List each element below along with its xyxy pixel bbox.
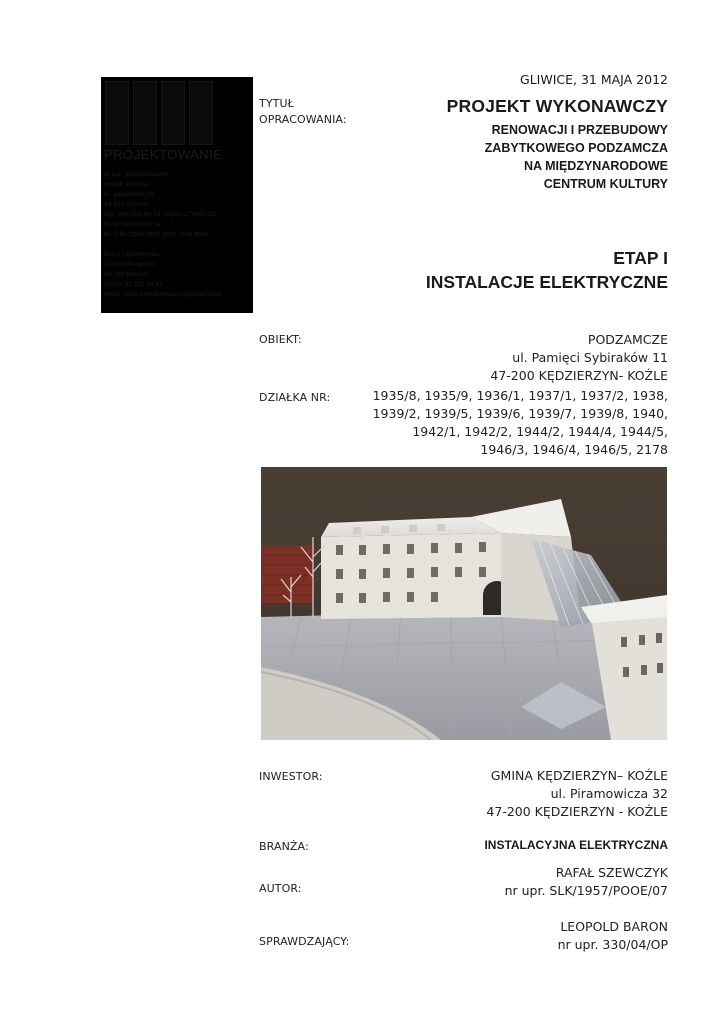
- author-info: [505, 864, 668, 900]
- investor-label: INWESTOR:: [259, 770, 323, 783]
- stage-name: INSTALACJE ELEKTRYCZNE: [425, 272, 668, 292]
- object-line: PODZAMCZE: [587, 332, 668, 347]
- logo-name: PROJEKTOWANIE: [104, 147, 223, 162]
- branch-label: BRANŻA:: [259, 840, 309, 853]
- object-line: ul. Pamięci Sybiraków 11: [512, 350, 668, 365]
- subtitle-line: CENTRUM KULTURY: [543, 177, 668, 191]
- object-label: OBIEKT:: [259, 333, 302, 346]
- stage-number: ETAP I: [613, 248, 668, 268]
- plot-line: 1942/1, 1942/2, 1944/2, 1944/4, 1944/5,: [412, 424, 668, 439]
- subtitle-line: ZABYTKOWEGO PODZAMCZA: [484, 141, 668, 155]
- logo-line: tel/fax 32 332 19 07: [104, 281, 163, 288]
- logo-line: email: msp.projektowanie@gmail.com: [104, 291, 222, 298]
- logo-line: 44-100 gliwice: [104, 271, 148, 278]
- plot-numbers: [373, 387, 668, 459]
- plot-line: 1939/2, 1939/5, 1939/6, 1939/7, 1939/8, 1940,: [372, 406, 668, 421]
- branch-value: INSTALACYJNA ELEKTRYCZNA: [484, 838, 668, 852]
- logo-line: ul. paulińska 3/6: [104, 191, 155, 198]
- author-label: AUTOR:: [259, 882, 302, 895]
- investor-address: [486, 767, 668, 821]
- title-label-line-2: OPRACOWANIA:: [259, 113, 347, 126]
- checker-label: SPRAWDZAJĄCY:: [259, 935, 350, 948]
- logo-line: marek pertyka: [104, 181, 149, 188]
- subtitle-line: RENOWACJI I PRZEBUDOWY: [491, 123, 668, 137]
- logo-line: 44-100 gliwice: [104, 201, 148, 208]
- document-title: PROJEKT WYKONAWCZY: [446, 96, 668, 116]
- logo-mark: [105, 81, 213, 143]
- investor-line: 47-200 KĘDZIERZYN - KOŹLE: [486, 804, 668, 819]
- logo-line: ul. klińskiego 9/3: [104, 261, 157, 268]
- logo-line: bank millenium sa:: [104, 221, 163, 228]
- plot-label: DZIAŁKA NR:: [259, 391, 331, 404]
- logo-line: 81 1160 2202 0000 0000 1618 8564: [104, 231, 209, 238]
- logo-line: nip: 969-055-04-79, regon:276937422: [104, 211, 217, 218]
- object-line: 47-200 KĘDZIERZYN- KOŹLE: [490, 368, 668, 383]
- plot-line: 1946/3, 1946/4, 1946/5, 2178: [480, 442, 668, 457]
- author-license: nr upr. SLK/1957/POOE/07: [504, 883, 668, 898]
- investor-line: ul. Piramowicza 32: [550, 786, 668, 801]
- logo-line: m.s.p. projektowanie: [104, 171, 169, 178]
- company-logo: [101, 77, 253, 313]
- checker-license: nr upr. 330/04/OP: [557, 937, 668, 952]
- plot-line: 1935/8, 1935/9, 1936/1, 1937/1, 1937/2, 1938,: [372, 388, 668, 403]
- logo-line: biuro i grawerrnia:: [104, 251, 162, 258]
- title-label-line-1: TYTUŁ: [259, 97, 294, 110]
- object-address: [490, 331, 668, 385]
- stage-block: [426, 246, 668, 294]
- subtitle-line: NA MIĘDZYNARODOWE: [524, 159, 668, 173]
- building-model-photo: [261, 467, 667, 740]
- author-name: RAFAŁ SZEWCZYK: [555, 865, 668, 880]
- checker-info: [558, 918, 668, 954]
- title-label: [259, 97, 347, 126]
- document-subtitle: [485, 121, 668, 193]
- checker-name: LEOPOLD BARON: [560, 919, 668, 934]
- investor-line: GMINA KĘDZIERZYN– KOŹLE: [490, 768, 668, 783]
- place-date: GLIWICE, 31 MAJA 2012: [520, 72, 668, 87]
